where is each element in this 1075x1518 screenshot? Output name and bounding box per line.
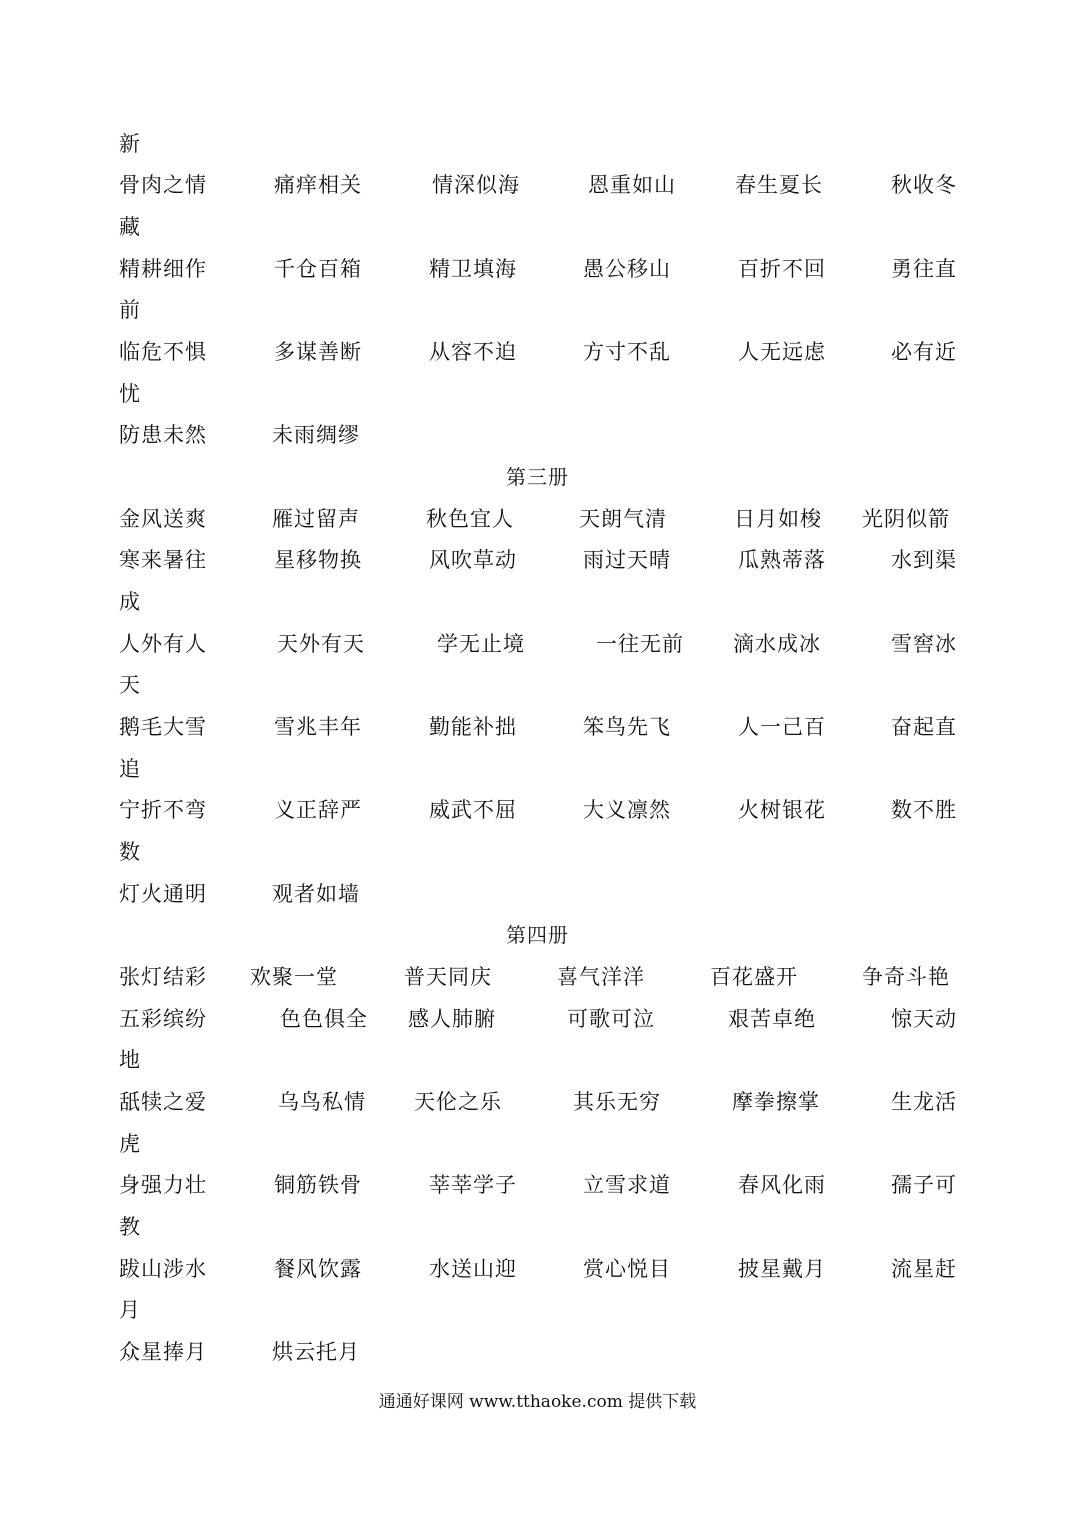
idiom-cell: 众星捧月 <box>119 1340 207 1364</box>
section-heading: 第四册 <box>506 923 569 947</box>
idiom-cell: 雁过留声 <box>272 507 360 531</box>
idiom-cell: 百花盛开 <box>710 965 798 989</box>
idiom-row <box>0 706 1075 748</box>
idiom-cell: 乌鸟私情 <box>278 1090 366 1114</box>
idiom-cell: 色色俱全 <box>280 1007 368 1031</box>
idiom-cell: 成 <box>119 590 141 614</box>
idiom-cell: 滴水成冰 <box>733 632 821 656</box>
idiom-cell: 人一己百 <box>738 715 826 739</box>
idiom-cell: 其乐无穷 <box>573 1090 661 1114</box>
idiom-cell: 灯火通明 <box>119 882 207 906</box>
idiom-cell: 天外有天 <box>277 632 365 656</box>
idiom-row <box>0 331 1075 373</box>
idiom-cell: 摩拳擦掌 <box>732 1090 820 1114</box>
idiom-row <box>0 498 1075 540</box>
idiom-row <box>0 1081 1075 1123</box>
idiom-cell: 流星赶 <box>891 1257 957 1281</box>
idiom-cell: 虎 <box>119 1132 141 1156</box>
idiom-row <box>0 1289 1075 1331</box>
idiom-cell: 前 <box>119 298 141 322</box>
idiom-cell: 艰苦卓绝 <box>728 1007 816 1031</box>
idiom-cell: 惊天动 <box>891 1007 957 1031</box>
idiom-cell: 宁折不弯 <box>119 798 207 822</box>
page-footer: 通通好课网 www.tthaoke.com 提供下载 <box>378 1392 697 1412</box>
idiom-cell: 忧 <box>119 382 141 406</box>
idiom-cell: 观者如墙 <box>272 882 360 906</box>
idiom-cell: 身强力壮 <box>119 1173 207 1197</box>
idiom-cell: 欢聚一堂 <box>250 965 338 989</box>
section-heading: 第三册 <box>506 465 569 489</box>
idiom-row <box>0 998 1075 1040</box>
idiom-cell: 日月如梭 <box>734 507 822 531</box>
idiom-row <box>0 1164 1075 1206</box>
idiom-cell: 孺子可 <box>891 1173 957 1197</box>
idiom-row <box>0 581 1075 623</box>
idiom-cell: 愚公移山 <box>583 257 671 281</box>
idiom-cell: 鹅毛大雪 <box>119 715 207 739</box>
idiom-cell: 可歌可泣 <box>567 1007 655 1031</box>
idiom-cell: 威武不屈 <box>429 798 517 822</box>
idiom-cell: 水到渠 <box>891 548 957 572</box>
idiom-cell: 普天同庆 <box>404 965 492 989</box>
idiom-cell: 天 <box>119 673 141 697</box>
idiom-cell: 痛痒相关 <box>274 173 362 197</box>
idiom-cell: 生龙活 <box>891 1090 957 1114</box>
idiom-row <box>0 789 1075 831</box>
idiom-row <box>0 664 1075 706</box>
idiom-cell: 骨肉之情 <box>119 173 207 197</box>
idiom-cell: 雪窖冰 <box>891 632 957 656</box>
idiom-cell: 勤能补拙 <box>429 715 517 739</box>
idiom-cell: 义正辞严 <box>274 798 362 822</box>
idiom-cell: 追 <box>119 757 141 781</box>
idiom-cell: 赏心悦目 <box>583 1257 671 1281</box>
idiom-cell: 烘云托月 <box>272 1340 360 1364</box>
idiom-cell: 五彩缤纷 <box>119 1007 207 1031</box>
idiom-row <box>0 1248 1075 1290</box>
idiom-cell: 人无远虑 <box>738 340 826 364</box>
idiom-cell: 铜筋铁骨 <box>274 1173 362 1197</box>
idiom-cell: 百折不回 <box>738 257 826 281</box>
idiom-cell: 精卫填海 <box>429 257 517 281</box>
idiom-row <box>0 164 1075 206</box>
idiom-cell: 披星戴月 <box>738 1257 826 1281</box>
idiom-cell: 必有近 <box>891 340 957 364</box>
idiom-cell: 星移物换 <box>274 548 362 572</box>
idiom-cell: 精耕细作 <box>119 257 207 281</box>
idiom-cell: 争奇斗艳 <box>862 965 950 989</box>
idiom-cell: 千仓百箱 <box>274 257 362 281</box>
idiom-cell: 未雨绸缪 <box>272 423 360 447</box>
idiom-cell: 雨过天晴 <box>583 548 671 572</box>
idiom-cell: 喜气洋洋 <box>557 965 645 989</box>
idiom-row <box>0 831 1075 873</box>
idiom-cell: 金风送爽 <box>119 507 207 531</box>
idiom-cell: 学无止境 <box>437 632 525 656</box>
idiom-cell: 临危不惧 <box>119 340 207 364</box>
idiom-cell: 方寸不乱 <box>583 340 671 364</box>
idiom-cell: 情深似海 <box>432 173 520 197</box>
idiom-cell: 秋收冬 <box>891 173 957 197</box>
idiom-cell: 雪兆丰年 <box>274 715 362 739</box>
idiom-cell: 天伦之乐 <box>414 1090 502 1114</box>
idiom-cell: 数 <box>119 840 141 864</box>
idiom-row <box>0 123 1075 165</box>
idiom-cell: 水送山迎 <box>429 1257 517 1281</box>
idiom-cell: 春生夏长 <box>735 173 823 197</box>
idiom-row <box>0 748 1075 790</box>
idiom-cell: 勇往直 <box>891 257 957 281</box>
idiom-cell: 人外有人 <box>119 632 207 656</box>
idiom-row <box>0 1331 1075 1373</box>
idiom-row <box>0 414 1075 456</box>
idiom-cell: 舐犊之爱 <box>119 1090 207 1114</box>
idiom-cell: 感人肺腑 <box>408 1007 496 1031</box>
idiom-row <box>0 206 1075 248</box>
idiom-cell: 教 <box>119 1215 141 1239</box>
idiom-cell: 新 <box>119 132 141 156</box>
idiom-cell: 火树银花 <box>738 798 826 822</box>
idiom-cell: 莘莘学子 <box>429 1173 517 1197</box>
idiom-cell: 月 <box>119 1298 141 1322</box>
idiom-cell: 寒来暑往 <box>119 548 207 572</box>
idiom-cell: 从容不迫 <box>429 340 517 364</box>
idiom-cell: 奋起直 <box>891 715 957 739</box>
idiom-cell: 笨鸟先飞 <box>583 715 671 739</box>
idiom-cell: 地 <box>119 1048 141 1072</box>
idiom-cell: 大义凛然 <box>583 798 671 822</box>
idiom-row <box>0 623 1075 665</box>
idiom-row <box>0 289 1075 331</box>
idiom-cell: 光阴似箭 <box>862 507 950 531</box>
idiom-row <box>0 248 1075 290</box>
idiom-row <box>0 873 1075 915</box>
idiom-cell: 数不胜 <box>891 798 957 822</box>
idiom-cell: 瓜熟蒂落 <box>738 548 826 572</box>
idiom-cell: 张灯结彩 <box>119 965 207 989</box>
idiom-cell: 餐风饮露 <box>274 1257 362 1281</box>
idiom-cell: 恩重如山 <box>588 173 676 197</box>
idiom-cell: 风吹草动 <box>429 548 517 572</box>
idiom-cell: 藏 <box>119 215 141 239</box>
idiom-cell: 秋色宜人 <box>426 507 514 531</box>
idiom-cell: 多谋善断 <box>274 340 362 364</box>
idiom-cell: 跋山涉水 <box>119 1257 207 1281</box>
idiom-row <box>0 1039 1075 1081</box>
idiom-row <box>0 1206 1075 1248</box>
idiom-row <box>0 956 1075 998</box>
idiom-cell: 天朗气清 <box>579 507 667 531</box>
idiom-row <box>0 539 1075 581</box>
idiom-row <box>0 1123 1075 1165</box>
idiom-cell: 防患未然 <box>119 423 207 447</box>
idiom-cell: 一往无前 <box>596 632 684 656</box>
idiom-row <box>0 373 1075 415</box>
idiom-cell: 立雪求道 <box>583 1173 671 1197</box>
idiom-cell: 春风化雨 <box>738 1173 826 1197</box>
